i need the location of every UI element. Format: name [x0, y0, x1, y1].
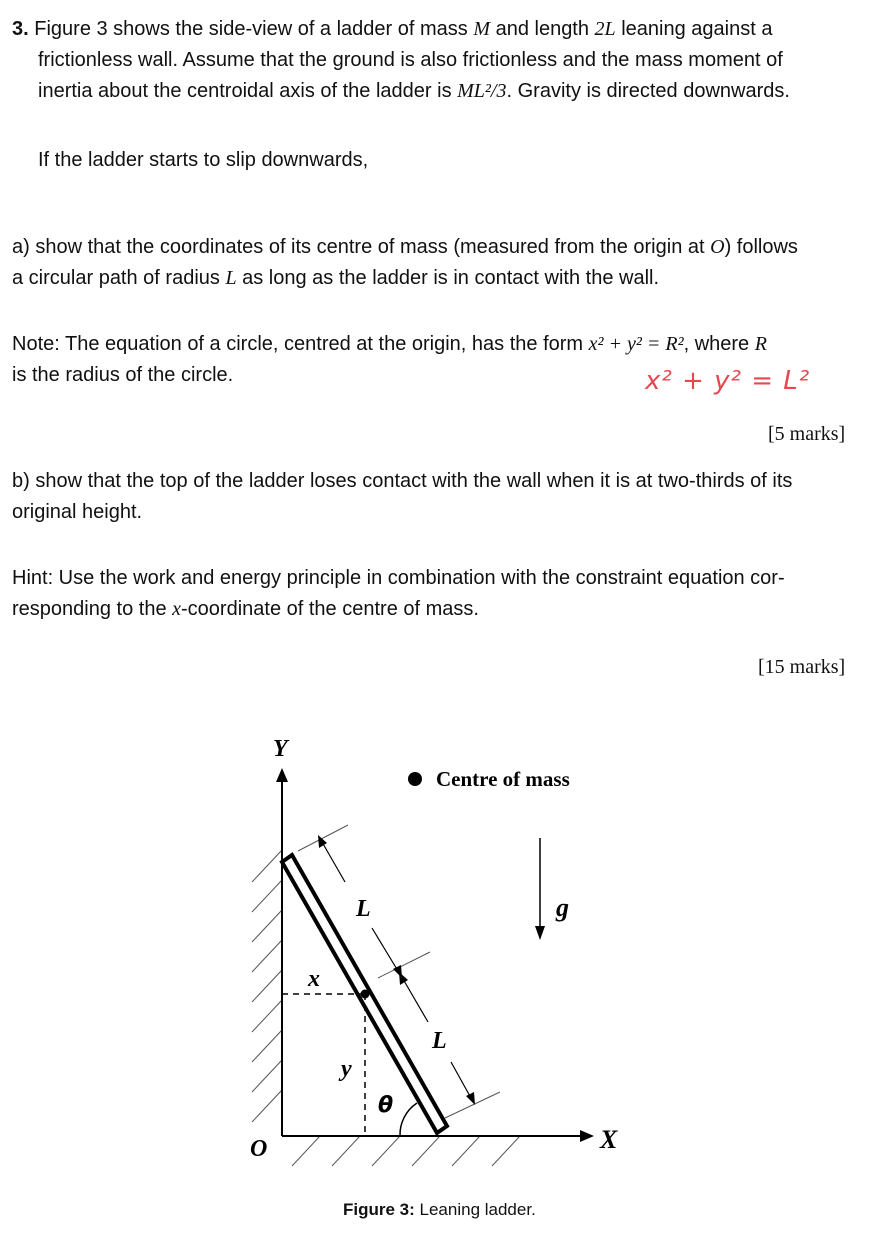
lower-dim-line-a	[403, 979, 428, 1022]
part-a-note-line-2: is the radius of the circle.	[12, 364, 234, 386]
theta-label: θ	[378, 1093, 394, 1118]
legend-dot	[408, 772, 422, 786]
part-a-marks: [5 marks]	[768, 423, 846, 445]
x-axis-arrowhead	[580, 1130, 594, 1142]
part-b-line-1: b) show that the top of the ladder loses contact with the wall when it is at two-thirds of its	[12, 470, 793, 492]
lower-dim-arrowhead-a	[399, 972, 408, 985]
question-line-2: frictionless wall. Assume that the ground is also frictionless and the mass moment of	[38, 49, 783, 71]
y-coordinate-label: y	[341, 1056, 352, 1082]
legend-label: Centre of mass	[436, 767, 570, 791]
part-b-hint-line-2: responding to the x-coordinate of the centre of mass.	[12, 598, 479, 620]
upper-extension-line	[298, 825, 348, 851]
wall-hatching	[252, 850, 282, 1122]
part-a-note-line-1: Note: The equation of a circle, centred at the origin, has the form x² + y² = R², where R	[12, 333, 767, 355]
question-line-1: 3. Figure 3 shows the side-view of a ladder of mass M and length 2L leaning against a	[12, 18, 773, 40]
upper-length-label: L	[356, 896, 371, 922]
gravity-arrowhead	[535, 926, 545, 940]
y-axis-arrowhead	[276, 768, 288, 782]
ground-hatching	[292, 1136, 520, 1166]
part-a-line-2: a circular path of radius L as long as the ladder is in contact with the wall.	[12, 267, 660, 289]
theta-arc	[400, 1103, 417, 1136]
handwritten-annotation: x² + y² = L²	[645, 366, 811, 396]
upper-dim-line-b	[372, 928, 398, 971]
y-axis-label: Y	[273, 736, 288, 762]
figure-caption: Figure 3: Leaning ladder.	[343, 1200, 536, 1219]
lower-dim-arrowhead-b	[466, 1092, 475, 1105]
part-a-line-1: a) show that the coordinates of its centre of mass (measured from the origin at O) follows	[12, 236, 798, 258]
part-b-marks: [15 marks]	[758, 656, 846, 678]
x-coordinate-label: x	[308, 966, 320, 992]
gravity-label: g	[556, 893, 569, 922]
part-b-hint-line-1: Hint: Use the work and energy principle in combination with the constraint equation cor-	[12, 567, 785, 589]
lower-dim-line-b	[451, 1062, 471, 1098]
mid-extension-line	[378, 952, 430, 978]
question-line-3: inertia about the centroidal axis of the ladder is ML²/3. Gravity is directed downwards.	[38, 80, 790, 102]
part-b-line-2: original height.	[12, 501, 143, 523]
question-condition: If the ladder starts to slip downwards,	[38, 149, 369, 171]
origin-label: O	[250, 1136, 268, 1162]
upper-dim-line-a	[322, 842, 345, 882]
x-axis-label: X	[600, 1125, 618, 1154]
centre-of-mass-dot	[361, 990, 370, 999]
lower-length-label: L	[432, 1028, 447, 1054]
